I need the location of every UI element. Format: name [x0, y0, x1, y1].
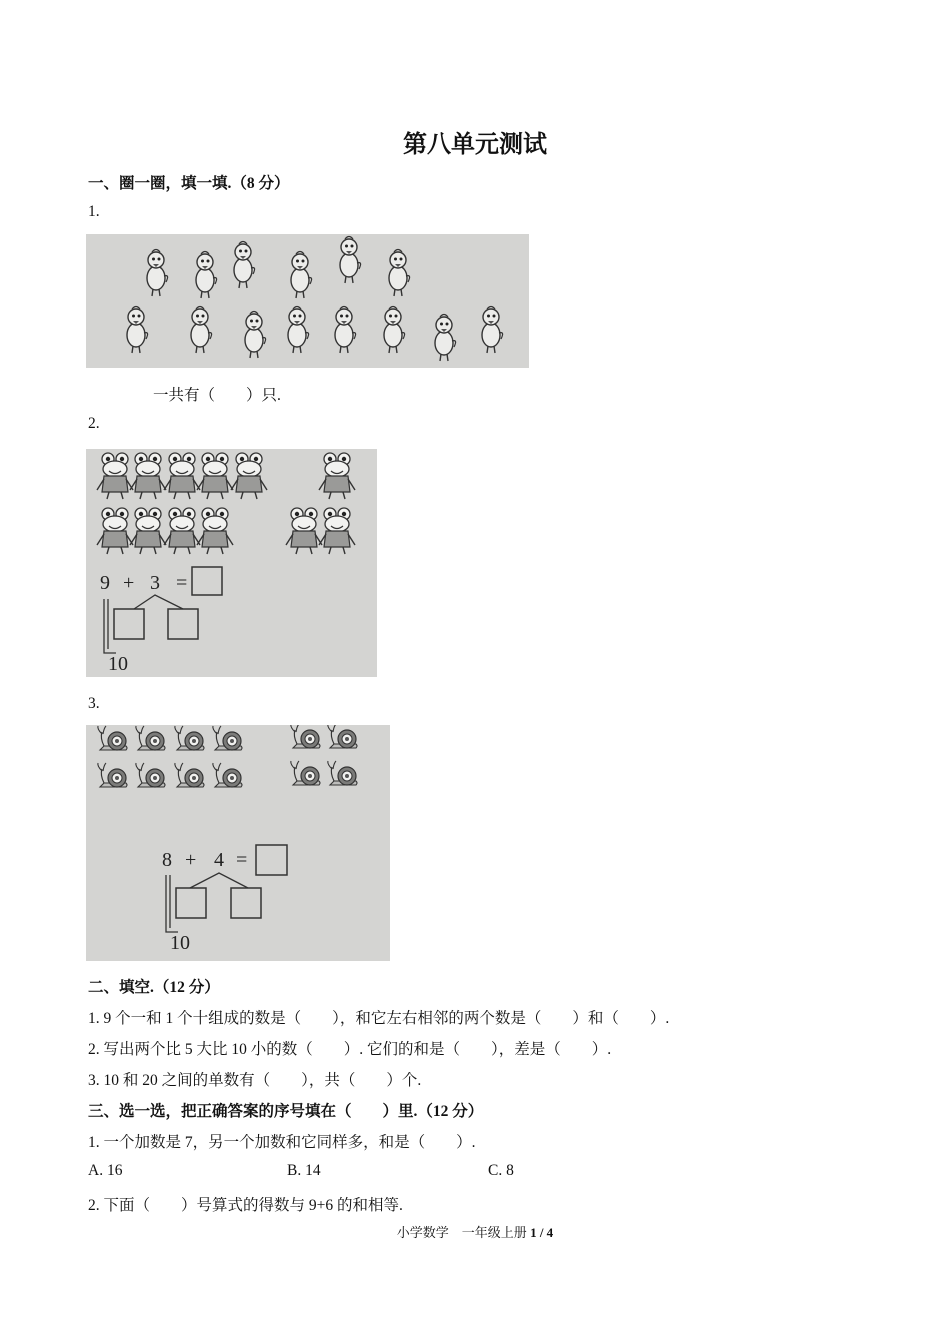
page-title: 第八单元测试 — [403, 132, 547, 158]
chick-icon — [127, 307, 148, 354]
chick-icon — [389, 250, 410, 297]
chick-icon — [291, 252, 312, 299]
question-2-number: 2. — [88, 415, 100, 432]
choice-option-b: B. 14 — [287, 1162, 321, 1179]
frog-icon — [231, 453, 267, 499]
page-number: 1 / 4 — [530, 1225, 554, 1240]
equation-plus: + — [185, 849, 197, 871]
snail-icon — [98, 763, 127, 787]
question-3-number: 3. — [88, 695, 100, 712]
snail-icon — [213, 726, 242, 750]
equation-addend-a: 9 — [100, 572, 110, 594]
question-1-number: 1. — [88, 203, 100, 220]
answer-box — [192, 567, 222, 595]
equation-ten: 10 — [108, 653, 128, 675]
page-footer — [0, 1222, 950, 1241]
chicks-picture — [86, 234, 529, 368]
frog-icon — [286, 508, 322, 554]
chick-icon — [191, 307, 212, 354]
equation-equals: = — [176, 572, 188, 594]
frog-icon — [97, 453, 133, 499]
chick-icon — [384, 307, 405, 354]
section-1-heading: 一、圈一圈，填一填.（8 分） — [88, 175, 290, 192]
chick-icon — [340, 237, 361, 284]
answer-box — [256, 845, 287, 875]
frog-icon — [319, 508, 355, 554]
split-box — [168, 609, 198, 639]
chick-icon — [147, 250, 168, 297]
equation-ten: 10 — [170, 932, 190, 954]
snail-icon — [291, 725, 320, 748]
chick-icon — [482, 307, 503, 354]
frog-icon — [197, 508, 233, 554]
snails-picture — [86, 725, 390, 961]
snail-icon — [213, 763, 242, 787]
section-3-heading: 三、选一选，把正确答案的序号填在（ ）里.（12 分） — [88, 1103, 484, 1120]
fill-question-3: 3. 10 和 20 之间的单数有（ ），共（ ）个. — [88, 1072, 422, 1089]
fill-question-2: 2. 写出两个比 5 大比 10 小的数（ ）. 它们的和是（ ），差是（ ）. — [88, 1041, 612, 1058]
fill-question-1: 1. 9 个一和 1 个十组成的数是（ ），和它左右相邻的两个数是（ ）和（ ）. — [88, 1010, 670, 1027]
choice-option-a: A. 16 — [88, 1162, 123, 1179]
snail-icon — [175, 763, 204, 787]
chick-icon — [335, 307, 356, 354]
chick-icon — [234, 242, 255, 289]
frog-icon — [164, 508, 200, 554]
section-2-heading: 二、填空.（12 分） — [88, 979, 220, 996]
equation-plus: + — [123, 572, 135, 594]
equation-addend-a: 8 — [162, 849, 172, 871]
chick-icon — [245, 312, 266, 359]
choice-question-1: 1. 一个加数是 7，另一个加数和它同样多，和是（ ）. — [88, 1134, 476, 1151]
snail-icon — [328, 761, 357, 785]
frogs-picture — [86, 449, 377, 677]
frog-icon — [97, 508, 133, 554]
equation-equals: = — [236, 849, 248, 871]
frog-icon — [164, 453, 200, 499]
snail-icon — [328, 725, 357, 748]
snail-icon — [291, 761, 320, 785]
split-box — [114, 609, 144, 639]
footer-text: 小学数学 一年级上册 — [396, 1225, 527, 1240]
frog-icon — [130, 453, 166, 499]
frog-icon — [130, 508, 166, 554]
chick-icon — [196, 252, 217, 299]
split-box — [231, 888, 261, 918]
snail-icon — [175, 726, 204, 750]
equation-addend-b: 4 — [214, 849, 224, 871]
snail-icon — [136, 726, 165, 750]
frog-icon — [319, 453, 355, 499]
snail-icon — [136, 763, 165, 787]
chick-icon — [288, 307, 309, 354]
snail-icon — [98, 726, 127, 750]
frog-icon — [197, 453, 233, 499]
equation-addend-b: 3 — [150, 572, 160, 594]
chick-icon — [435, 315, 456, 362]
question-1-answer-line: 一共有（ ）只. — [153, 387, 281, 404]
choice-question-2: 2. 下面（ ）号算式的得数与 9+6 的和相等. — [88, 1197, 403, 1214]
choice-option-c: C. 8 — [488, 1162, 514, 1179]
split-box — [176, 888, 206, 918]
